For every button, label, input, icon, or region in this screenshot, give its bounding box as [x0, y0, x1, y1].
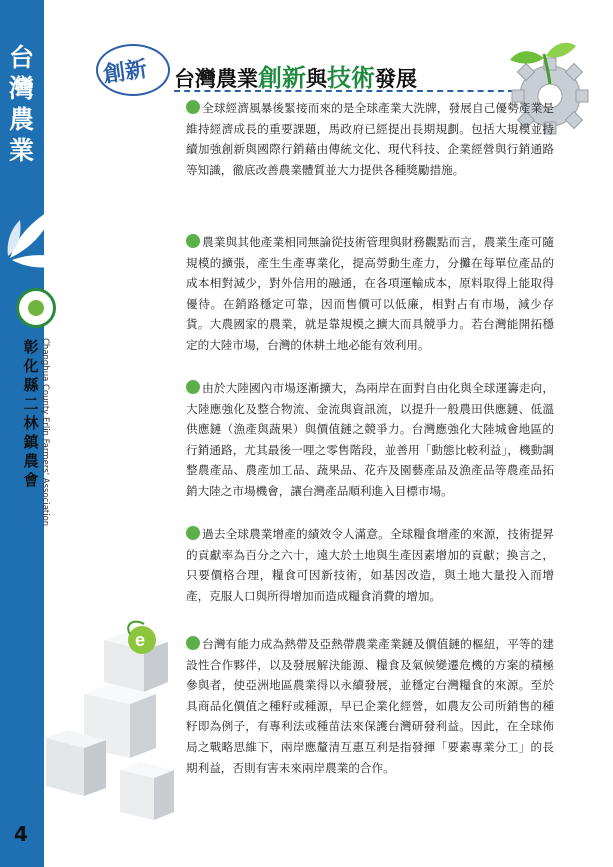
title-highlight-technology: 技術 [327, 64, 375, 92]
leaf-ornament-icon [0, 198, 80, 278]
cubes-illustration-icon [44, 620, 184, 850]
bullet-icon [186, 100, 200, 114]
page-title [174, 58, 417, 93]
bullet-icon [186, 526, 200, 540]
logo-emblem-icon [28, 300, 44, 316]
paragraph-2-text: 農業與其他產業相同無論從技術管理與財務觀點而言，農業生產可隨規模的擴張，產生生產專業化，提高勞動生產力，分攤在每單位產品的成本相對減少，對外信用的融通，在各項運輸成本，原料取得上能取得優待。在銷路穩定可靠，因而售價可以低廉，相對占有市場，減少存貨。大農國家的農業，就是靠規模之擴大而具競爭力。若台灣能開拓穩定的大陸市場，台灣的休耕土地必能有效利用。 [186, 235, 554, 352]
sidebar-title: 台灣農業 [8, 43, 35, 165]
association-name-en: Changhua County Erlin Farmers' Association [40, 338, 50, 527]
paragraph-4 [186, 524, 554, 606]
badge-label: 創新 [101, 57, 149, 88]
title-underline [174, 90, 514, 92]
paragraph-4-text: 過去全球農業增產的績效令人滿意。全球糧食增產的來源，技術提昇的貢獻率為百分之六十，遠大於土地與生產因素增加的貢獻；換言之，只要價格合理，糧食可因新技術，如基因改造，與土地大量投入而增產，克服人口與所得增加而造成糧食消費的增加。 [186, 527, 554, 603]
bullet-icon [186, 234, 200, 248]
bullet-icon [186, 380, 200, 394]
paragraph-5-text: 台灣有能力成為熱帶及亞熱帶農業產業鏈及價值鏈的樞紐，平等的建設性合作夥伴，以及發展解決能源、糧食及氣候變遷危機的方案的積極參與者，使亞洲地區農業得以永續發展，並穩定台灣糧食的來源。至於具商品化價值之種籽或種源，早已企業化經營，如農友公司所銷售的種籽即為例子，有專利法或種苗法來保護台灣研發利益。因此，在全球佈局之戰略思維下，兩岸應釐清互惠互利是指發揮「要素專業分工」的長期利益，否則有害未來兩岸農業的合作。 [186, 637, 554, 775]
paragraph-1 [186, 98, 554, 180]
association-name-en-wrap [36, 338, 52, 527]
paragraph-3 [186, 378, 554, 502]
paragraph-3-text: 由於大陸國內市場逐漸擴大，為兩岸在面對自由化與全球運籌走向，大陸應強化及整合物流、金流與資訊流，以提升一般農田供應鏈、低溫供應鏈（漁產與蔬果）與價值鏈之競爭力。台灣應強化大陸城會地區的行銷通路，尤其最後一哩之零售階段，並善用「動態比較利益」，機動調整農產品、農產加工品、蔬果品、花卉及園藝產品及漁產品等農產品拓銷大陸之市場機會，讓台灣產品順利進入目標市場。 [186, 381, 554, 498]
title-mid: 與 [306, 67, 327, 91]
page-number: 4 [14, 822, 28, 846]
svg-text:e: e [135, 630, 146, 650]
title-highlight-innovation: 創新 [258, 64, 306, 92]
innovation-badge [96, 44, 170, 96]
title-suffix: 發展 [375, 67, 417, 91]
paragraph-2 [186, 232, 554, 356]
association-logo [16, 288, 56, 328]
paragraph-5 [186, 634, 554, 778]
bullet-icon [186, 636, 200, 650]
page-header [96, 42, 476, 102]
association-name-cn: 彰化縣二林鎮農會 [23, 338, 39, 489]
paragraph-1-text: 全球經濟風暴後緊接而來的是全球產業大洗牌，發展自己優勢產業是維持經濟成長的重要課題，馬政府已經提出長期規劃。包括大規模並持續加強創新與國際行銷藉由傳統文化、現代科技、企業經營與行銷通路等知識，徹底改善農業體質並大力提供各種獎勵措施。 [186, 101, 554, 177]
title-prefix: 台灣農業 [174, 67, 258, 91]
